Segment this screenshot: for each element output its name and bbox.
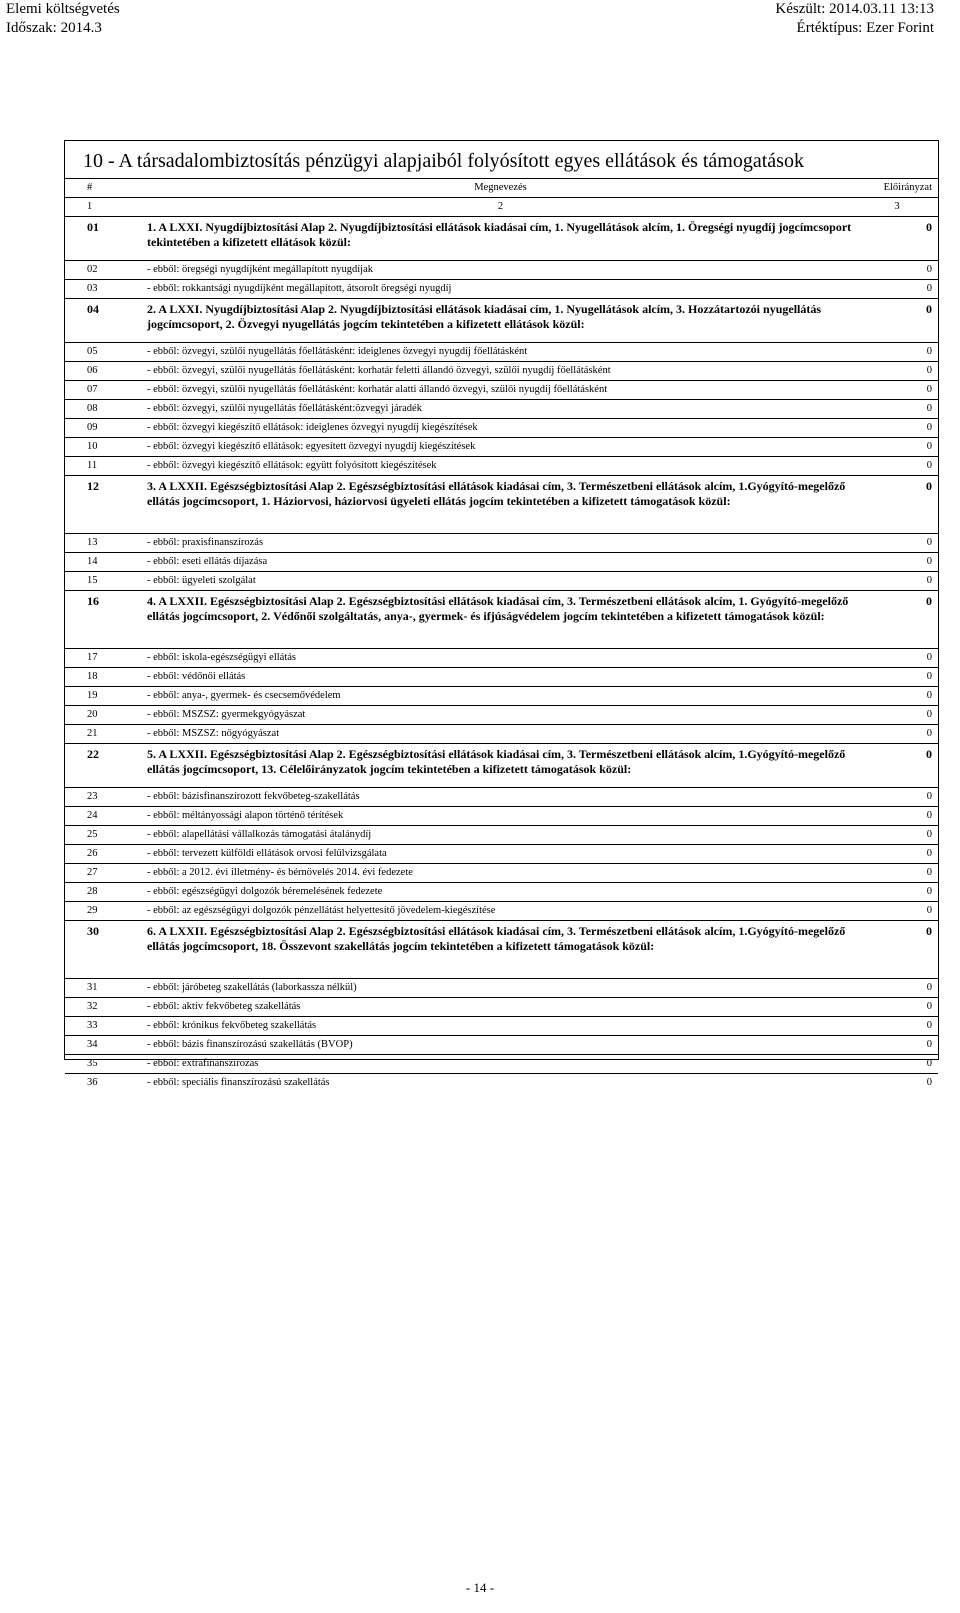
row-name: - ebből: iskola-egészségügyi ellátás: [143, 649, 858, 668]
row-value: 0: [858, 400, 938, 419]
row-number: 10: [65, 438, 143, 457]
table-row: [65, 706, 938, 725]
value-type-label: Értéktípus: Ezer Forint: [796, 20, 934, 36]
table-row: [65, 998, 938, 1017]
row-number: 33: [65, 1017, 143, 1036]
row-value: 0: [858, 261, 938, 280]
report-table-frame: [64, 140, 939, 1088]
row-name: - ebből: özvegyi, szülői nyugellátás főellátásként:özvegyi járadék: [143, 400, 858, 419]
table-row: [65, 343, 938, 362]
row-name: - ebből: az egészségügyi dolgozók pénzellátást helyettesítő jövedelem-kiegészítése: [143, 902, 858, 921]
row-value: 0: [858, 649, 938, 668]
row-name: - ebből: özvegyi kiegészítő ellátások: együtt folyósított kiegészítések: [143, 457, 858, 476]
row-name: 4. A LXXII. Egészségbiztosítási Alap 2. Egészségbiztosítási ellátások kiadásai cím, 3. Természetbeni ellátások alcím, 1. Gyógyító-megelőző ellátás jogcímcsoport, 2. Védőnői szolgáltatás, anya-, gyermek- és ifjúságvédelem jogcím tekintetében a kifizetett támogatások közül:: [143, 591, 858, 649]
row-name: - ebből: bázis finanszírozású szakellátás (BVOP): [143, 1036, 858, 1055]
table-row: [65, 476, 938, 534]
row-name: - ebből: aktív fekvőbeteg szakellátás: [143, 998, 858, 1017]
column-number-3: 3: [858, 198, 938, 217]
row-name: 5. A LXXII. Egészségbiztosítási Alap 2. Egészségbiztosítási ellátások kiadásai cím, 3. Természetbeni ellátások alcím, 1.Gyógyító-megelőző ellátás jogcímcsoport, 13. Célelőirányzatok jogcím tekintetében a kifizetett támogatások közül:: [143, 744, 858, 788]
row-number: 19: [65, 687, 143, 706]
row-value: 0: [858, 343, 938, 362]
table-row: [65, 299, 938, 343]
row-name: - ebből: védőnői ellátás: [143, 668, 858, 687]
row-number: 11: [65, 457, 143, 476]
report-title: Elemi költségvetés: [6, 1, 120, 17]
row-value: 0: [858, 280, 938, 299]
table-row: [65, 687, 938, 706]
row-name: - ebből: özvegyi, szülői nyugellátás főellátásként: korhatár alatti állandó özvegyi, szülői nyugdíj főellátásként: [143, 381, 858, 400]
row-value: 0: [858, 687, 938, 706]
row-number: 23: [65, 788, 143, 807]
row-number: 03: [65, 280, 143, 299]
column-number-row: [65, 198, 938, 217]
row-value: 0: [858, 572, 938, 591]
row-value: 0: [858, 845, 938, 864]
row-value: 0: [858, 457, 938, 476]
row-name: - ebből: alapellátási vállalkozás támogatási átalánydíj: [143, 826, 858, 845]
row-name: - ebből: a 2012. évi illetmény- és bérnövelés 2014. évi fedezete: [143, 864, 858, 883]
row-name: - ebből: járóbeteg szakellátás (laborkassza nélkül): [143, 979, 858, 998]
row-number: 22: [65, 744, 143, 788]
table-row: [65, 217, 938, 261]
table-row: [65, 1055, 938, 1074]
row-number: 05: [65, 343, 143, 362]
row-number: 25: [65, 826, 143, 845]
row-number: 32: [65, 998, 143, 1017]
column-header-num: #: [65, 179, 143, 198]
row-name: - ebből: anya-, gyermek- és csecsemővédelem: [143, 687, 858, 706]
row-value: 0: [858, 419, 938, 438]
row-number: 15: [65, 572, 143, 591]
row-number: 20: [65, 706, 143, 725]
column-header-name: Megnevezés: [143, 179, 858, 198]
row-number: 35: [65, 1055, 143, 1074]
row-value: 0: [858, 788, 938, 807]
row-value: 0: [858, 668, 938, 687]
table-row: [65, 845, 938, 864]
row-number: 30: [65, 921, 143, 979]
row-name: - ebből: özvegyi kiegészítő ellátások: egyesített özvegyi nyugdíj kiegészítések: [143, 438, 858, 457]
row-name: - ebből: öregségi nyugdíjként megállapított nyugdíjak: [143, 261, 858, 280]
row-number: 34: [65, 1036, 143, 1055]
row-number: 26: [65, 845, 143, 864]
table-row: [65, 826, 938, 845]
table-row: [65, 788, 938, 807]
row-number: 02: [65, 261, 143, 280]
row-value: 0: [858, 381, 938, 400]
row-value: 0: [858, 725, 938, 744]
table-row: [65, 419, 938, 438]
table-row: [65, 381, 938, 400]
row-value: 0: [858, 534, 938, 553]
table-row: [65, 572, 938, 591]
row-value: 0: [858, 553, 938, 572]
row-name: - ebből: MSZSZ: nőgyógyászat: [143, 725, 858, 744]
table-row: [65, 902, 938, 921]
table-row: [65, 1074, 938, 1093]
row-name: - ebből: özvegyi, szülői nyugellátás főellátásként: ideiglenes özvegyi nyugdíj főellátásként: [143, 343, 858, 362]
row-name: - ebből: speciális finanszírozású szakellátás: [143, 1074, 858, 1093]
row-number: 28: [65, 883, 143, 902]
row-name: 6. A LXXII. Egészségbiztosítási Alap 2. Egészségbiztosítási ellátások kiadásai cím, 3. Természetbeni ellátások alcím, 1.Gyógyító-megelőző ellátás jogcímcsoport, 18. Összevont szakellátás jogcím tekintetében a kifizetett támogatások közül:: [143, 921, 858, 979]
row-name: - ebből: ügyeleti szolgálat: [143, 572, 858, 591]
page-number: - 14 -: [465, 1580, 495, 1595]
row-value: 0: [858, 883, 938, 902]
column-header-row: [65, 179, 938, 198]
row-value: 0: [858, 998, 938, 1017]
row-number: 18: [65, 668, 143, 687]
row-number: 07: [65, 381, 143, 400]
row-name: - ebből: özvegyi, szülői nyugellátás főellátásként: korhatár feletti állandó özvegyi, szülői nyugdíj főellátásként: [143, 362, 858, 381]
period-label: Időszak: 2014.3: [6, 20, 102, 36]
table-row: [65, 1017, 938, 1036]
row-number: 27: [65, 864, 143, 883]
row-name: - ebből: bázisfinanszírozott fekvőbeteg-szakellátás: [143, 788, 858, 807]
row-name: 2. A LXXI. Nyugdíjbiztosítási Alap 2. Nyugdíjbiztosítási ellátások kiadásai cím, 1. Nyugellátások alcím, 3. Hozzátartozói nyugellátás jogcímcsoport, 2. Özvegyi nyugellátás jogcím tekintetében a kifizetett ellátások közül:: [143, 299, 858, 343]
table-row: [65, 883, 938, 902]
row-name: - ebből: özvegyi kiegészítő ellátások: ideiglenes özvegyi nyugdíj kiegészítések: [143, 419, 858, 438]
column-header-value: Előirányzat: [858, 179, 938, 198]
row-name: - ebből: egészségügyi dolgozók béremelésének fedezete: [143, 883, 858, 902]
table-row: [65, 864, 938, 883]
row-value: 0: [858, 1036, 938, 1055]
row-value: 0: [858, 744, 938, 788]
row-value: 0: [858, 902, 938, 921]
row-name: - ebből: extrafinanszírozás: [143, 1055, 858, 1074]
table-row: [65, 457, 938, 476]
row-name: - ebből: méltányossági alapon történő térítések: [143, 807, 858, 826]
row-value: 0: [858, 476, 938, 534]
row-number: 12: [65, 476, 143, 534]
row-number: 14: [65, 553, 143, 572]
row-name: - ebből: tervezett külföldi ellátások orvosi felülvizsgálata: [143, 845, 858, 864]
row-number: 06: [65, 362, 143, 381]
table-row: [65, 280, 938, 299]
row-value: 0: [858, 979, 938, 998]
row-name: - ebből: eseti ellátás díjazása: [143, 553, 858, 572]
row-value: 0: [858, 826, 938, 845]
table-row: [65, 438, 938, 457]
row-value: 0: [858, 864, 938, 883]
table-row: [65, 553, 938, 572]
row-number: 08: [65, 400, 143, 419]
table-row: [65, 649, 938, 668]
table-row: [65, 261, 938, 280]
row-name: 3. A LXXII. Egészségbiztosítási Alap 2. Egészségbiztosítási ellátások kiadásai cím, 3. Természetbeni ellátások alcím, 1.Gyógyító-megelőző ellátás jogcímcsoport, 1. Háziorvosi, háziorvosi ügyeleti ellátás jogcím tekintetében a kifizetett támogatások közül:: [143, 476, 858, 534]
row-value: 0: [858, 1017, 938, 1036]
row-value: 0: [858, 706, 938, 725]
column-number-1: 1: [65, 198, 143, 217]
row-number: 04: [65, 299, 143, 343]
row-value: 0: [858, 1074, 938, 1093]
row-number: 31: [65, 979, 143, 998]
row-value: 0: [858, 362, 938, 381]
row-number: 29: [65, 902, 143, 921]
table-row: [65, 668, 938, 687]
table-row: [65, 534, 938, 553]
table-row: [65, 591, 938, 649]
table-row: [65, 400, 938, 419]
row-name: - ebből: rokkantsági nyugdíjként megállapított, átsorolt öregségi nyugdíj: [143, 280, 858, 299]
table-row: [65, 725, 938, 744]
table-row: [65, 807, 938, 826]
table-row: [65, 362, 938, 381]
row-value: 0: [858, 217, 938, 261]
row-name: - ebből: praxisfinanszírozás: [143, 534, 858, 553]
row-value: 0: [858, 807, 938, 826]
row-number: 21: [65, 725, 143, 744]
table-row: [65, 744, 938, 788]
column-number-2: 2: [143, 198, 858, 217]
table-title: 10 - A társadalombiztosítás pénzügyi alapjaiból folyósított egyes ellátások és támogatások: [83, 150, 804, 172]
row-value: 0: [858, 299, 938, 343]
created-timestamp: Készült: 2014.03.11 13:13: [775, 1, 934, 17]
row-number: 13: [65, 534, 143, 553]
row-number: 09: [65, 419, 143, 438]
row-name: - ebből: MSZSZ: gyermekgyógyászat: [143, 706, 858, 725]
row-value: 0: [858, 591, 938, 649]
row-number: 36: [65, 1074, 143, 1093]
table-row: [65, 921, 938, 979]
row-name: - ebből: krónikus fekvőbeteg szakellátás: [143, 1017, 858, 1036]
row-number: 24: [65, 807, 143, 826]
row-value: 0: [858, 921, 938, 979]
row-number: 16: [65, 591, 143, 649]
row-value: 0: [858, 1055, 938, 1074]
row-number: 17: [65, 649, 143, 668]
table-row: [65, 979, 938, 998]
row-value: 0: [858, 438, 938, 457]
table-row: [65, 1036, 938, 1055]
row-name: 1. A LXXI. Nyugdíjbiztosítási Alap 2. Nyugdíjbiztosítási ellátások kiadásai cím, 1. Nyugellátások alcím, 1. Öregségi nyugdíj jogcímcsoport tekintetében a kifizetett ellátások közül:: [143, 217, 858, 261]
row-number: 01: [65, 217, 143, 261]
appropriations-table: [65, 178, 938, 1092]
